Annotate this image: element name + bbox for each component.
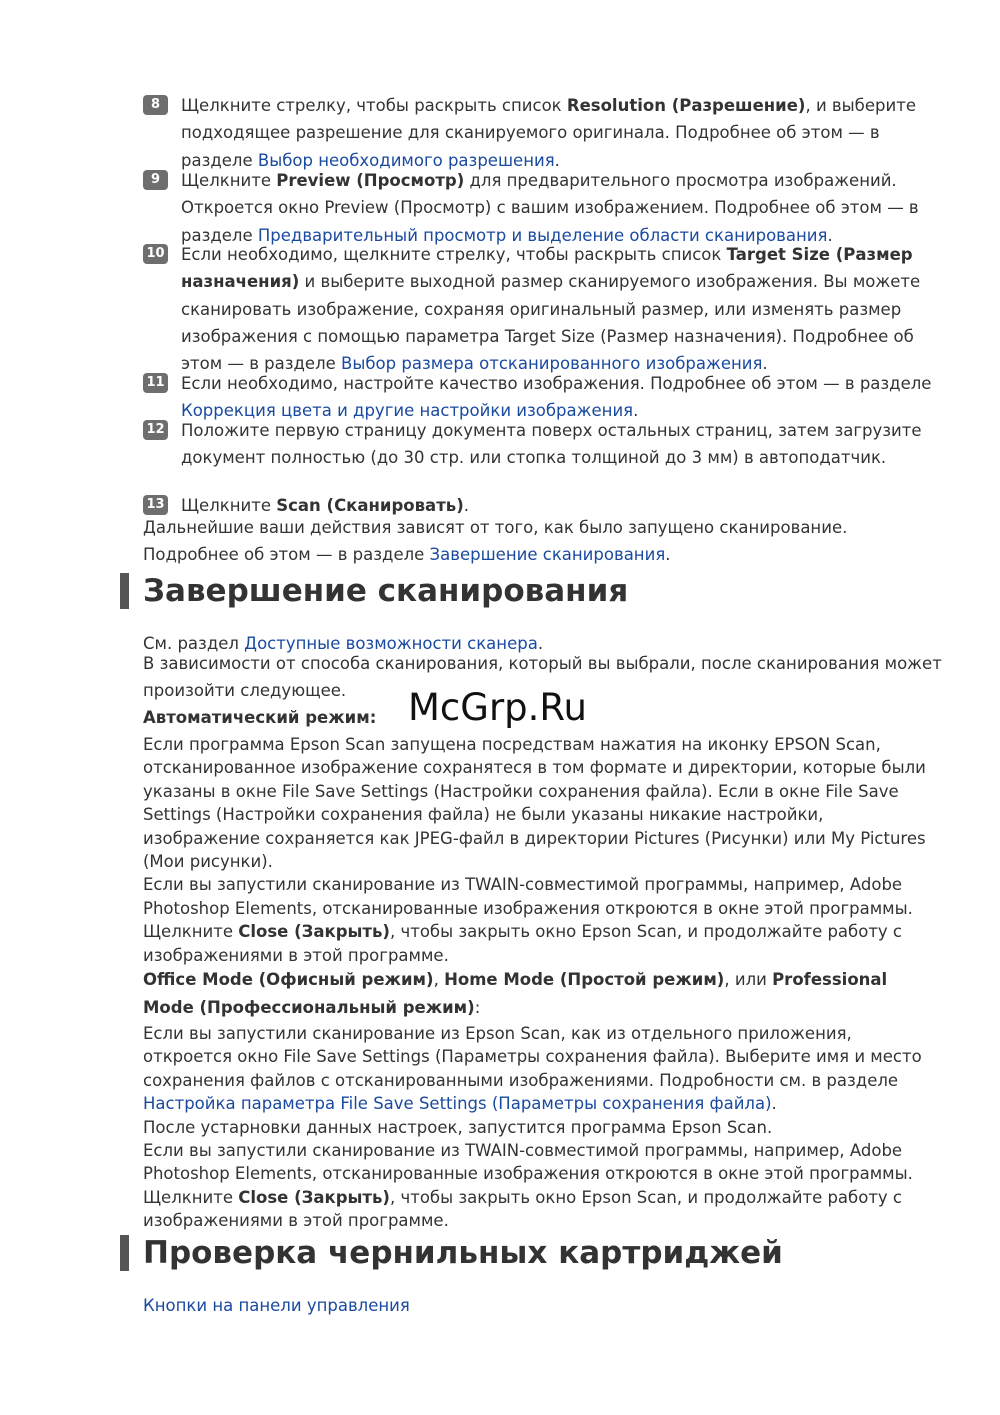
see-text: См. раздел	[143, 634, 245, 653]
link-target-size[interactable]: Выбор размера отсканированного изображения	[341, 354, 763, 374]
sep: ,	[433, 970, 445, 989]
step-number-badge: 13	[143, 495, 168, 515]
ui-term: Target Size (Размер назначения)	[181, 245, 913, 292]
ui-term: Scan (Сканировать)	[276, 496, 464, 515]
home-mode-label: Home Mode (Простой режим)	[444, 970, 725, 989]
control-panel-link-row	[143, 1292, 943, 1319]
watermark-logo: McGrp.Ru	[408, 686, 587, 729]
sep: , или	[724, 970, 773, 989]
modes-paragraph-2: После устарновки данных настроек, запустится программа Epson Scan.	[143, 1117, 773, 1137]
step-text: Если необходимо, настройте качество изображения. Подробнее об этом — в разделе	[181, 374, 932, 393]
close-text: , чтобы закрыть окно Epson Scan, и продолжайте работу с изображениями в этой программе.	[143, 1187, 903, 1231]
auto-mode-close-instruction	[143, 920, 943, 967]
professional-mode-label: Professional Mode (Профессиональный режим)	[143, 970, 888, 1017]
step-text: Щелкните	[181, 171, 277, 190]
auto-mode-paragraph-2: Если вы запустили сканирование из TWAIN-совместимой программы, например, Adobe Photoshop Elements, отсканированные изображения откроются в окне этой программы.	[143, 875, 913, 918]
link-color-correction[interactable]: Коррекция цвета и другие настройки изображения	[181, 401, 634, 421]
link-control-panel-buttons[interactable]: Кнопки на панели управления	[143, 1296, 410, 1315]
step-10	[143, 241, 943, 377]
modes-paragraph-1	[143, 1022, 943, 1116]
ui-term: Close (Закрыть)	[238, 1187, 390, 1207]
auto-mode-paragraph-1: Если программа Epson Scan запущена посредствам нажатия на иконку EPSON Scan, отсканированное изображение сохранятеся в том формате и директории, которые были указаны в окне File Save Settings (Настройки сохранения файла). Если в окне File Save Settings (Настройки сохранения файла) не были указаны никакие настройки, изображение сохраняется как JPEG-файл в директории Pictures (Рисунки) или My Pictures (Мои рисунки).	[143, 735, 926, 872]
punct: .	[762, 354, 768, 374]
step-text: Если необходимо, щелкните стрелку, чтобы раскрыть список	[181, 245, 727, 264]
punct: .	[537, 634, 544, 653]
sep: :	[474, 997, 481, 1017]
after-steps	[143, 514, 943, 568]
step-12	[143, 417, 943, 472]
ui-term: Preview (Просмотр)	[276, 171, 465, 190]
modes-body	[143, 1022, 943, 1233]
after-steps-ref	[143, 541, 943, 568]
section-heading-finish-scan: Завершение сканирования	[120, 573, 628, 609]
ref-text: Подробнее об этом — в разделе	[143, 545, 430, 564]
step-number-badge: 9	[143, 170, 168, 190]
modes-close-instruction	[143, 1186, 943, 1233]
step-number-badge: 12	[143, 420, 168, 440]
punct: .	[665, 545, 671, 564]
step-text: для предварительного просмотра изображений. Откроется окно Preview (Просмотр) с вашим изображением. Подробнее об этом — в разделе	[181, 171, 919, 245]
step-text: и выберите выходной размер сканируемого изображения. Вы можете сканировать изображение, сохраняя оригинальный размер, или изменять размер изображения с помощью параметра Target Size (Размер назначения). Подробнее об этом — в разделе	[181, 272, 921, 374]
close-text: , чтобы закрыть окно Epson Scan, и продолжайте работу с изображениями в этой программе.	[143, 922, 903, 965]
punct: .	[554, 150, 560, 170]
auto-mode-label: Автоматический режим:	[143, 708, 377, 727]
link-file-save-settings[interactable]: Настройка параметра File Save Settings (Параметры сохранения файла)	[143, 1094, 772, 1114]
step-number-badge: 10	[143, 244, 168, 264]
link-scanner-features[interactable]: Доступные возможности сканера	[244, 634, 538, 653]
modes-text: Если вы запустили сканирование из Epson Scan, как из отдельного приложения, откроется окно File Save Settings (Параметры сохранения файла). Выберите имя и место сохранения файлов с отсканированными изображениями. Подробности см. в разделе	[143, 1024, 922, 1090]
close-text: Щелкните	[143, 1187, 239, 1207]
punct: .	[633, 401, 639, 421]
step-text: Щелкните стрелку, чтобы раскрыть список	[181, 96, 567, 115]
link-resolution[interactable]: Выбор необходимого разрешения	[257, 150, 555, 170]
intro-paragraph: В зависимости от способа сканирования, который вы выбрали, после сканирования может произойти следующее.	[143, 654, 942, 700]
auto-mode-body	[143, 733, 943, 967]
step-9	[143, 167, 943, 249]
ui-term: Resolution (Разрешение)	[566, 96, 806, 115]
step-text: Щелкните	[181, 496, 277, 515]
step-8	[143, 92, 943, 174]
after-steps-line: Дальнейшие ваши действия зависят от того, как было запущено сканирование.	[143, 518, 848, 537]
punct: .	[827, 225, 833, 245]
step-text: , и выберите подходящее разрешение для сканируемого оригинала. Подробнее об этом — в разделе	[181, 96, 916, 170]
step-number-badge: 11	[143, 373, 168, 393]
close-text: Щелкните	[143, 922, 239, 942]
punct: .	[771, 1094, 777, 1114]
modes-paragraph-3: Если вы запустили сканирование из TWAIN-совместимой программы, например, Adobe Photoshop Elements, отсканированные изображения откроются в окне этой программы.	[143, 1141, 913, 1184]
modes-heading	[143, 966, 943, 1021]
section-heading-ink-cartridges: Проверка чернильных картриджей	[120, 1235, 783, 1271]
step-text: Положите первую страницу документа поверх остальных страниц, затем загрузите документ полностью (до 30 стр. или стопка толщиной до 3 мм) в автоподатчик.	[181, 421, 922, 468]
punct: .	[463, 496, 469, 515]
office-mode-label: Office Mode (Офисный режим)	[143, 970, 434, 989]
step-number-badge: 8	[143, 95, 168, 115]
link-finish-scan[interactable]: Завершение сканирования	[429, 545, 666, 564]
link-preview[interactable]: Предварительный просмотр и выделение области сканирования	[257, 225, 828, 245]
ui-term: Close (Закрыть)	[238, 922, 390, 942]
